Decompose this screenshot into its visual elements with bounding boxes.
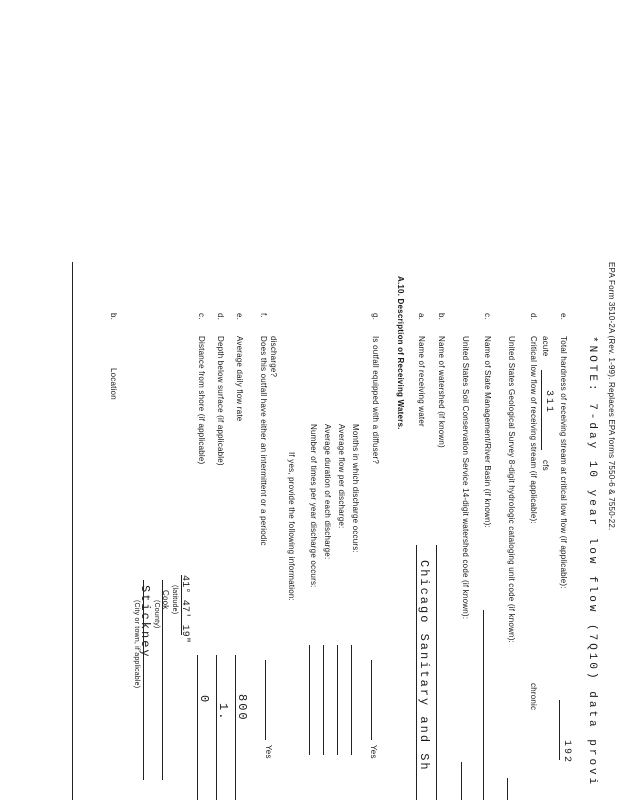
- item-c-value: 0: [197, 695, 211, 705]
- item-d-label: Depth below surface (if applicable): [216, 336, 225, 466]
- sub-item-duration-line: [323, 645, 324, 755]
- rw-e-letter: e.: [559, 313, 568, 321]
- rw-a-value: Chicago Sanitary and Sh: [417, 560, 431, 772]
- rw-a-line: [416, 545, 417, 800]
- item-f-label-line2: discharge?: [269, 336, 278, 378]
- rw-b-line: [436, 545, 437, 800]
- rw-c-letter: c.: [483, 313, 492, 320]
- acute-label: acute: [541, 336, 550, 357]
- item-d-line: [216, 655, 217, 800]
- sub-item-flow-line: [337, 645, 338, 755]
- rw-c-label: Name of State Management/River Basin (if known):: [483, 336, 492, 528]
- sub-item-flow: Average flow per discharge:: [337, 424, 346, 529]
- latitude-value: 41° 47' 19": [179, 575, 190, 644]
- chronic-label: chronic: [529, 683, 538, 711]
- acute-value: 311: [543, 390, 554, 415]
- item-b-letter: b.: [109, 313, 118, 321]
- note-text: *NOTE: 7-day 10 year low flow (7Q10) data provi: [586, 336, 598, 788]
- item-c-line: [197, 655, 198, 800]
- rw-d-letter: d.: [529, 313, 538, 321]
- rw-e-label: Total hardness of receiving stream at critical low flow (if applicable):: [559, 336, 568, 589]
- item-f-line: [265, 660, 266, 740]
- item-f-value: Yes: [264, 745, 273, 759]
- usgs-label: United States Geological Survey 8-digit hydrologic cataloging unit code (if known):: [507, 336, 516, 643]
- item-g-letter: g.: [371, 313, 380, 321]
- sub-item-months: Months in which discharge occurs:: [351, 424, 360, 553]
- item-c-label: Distance from shore (if applicable): [197, 336, 206, 465]
- item-g-line: [371, 660, 372, 740]
- section-title: A.10. Description of Receiving Waters.: [396, 276, 405, 430]
- city-caption: (City or town, if applicable): [133, 600, 140, 689]
- city-value: Stickney: [138, 585, 152, 659]
- rw-a-letter: a.: [417, 313, 426, 321]
- acute-unit: cfs: [541, 460, 550, 471]
- item-f-info: If yes, provide the following information:: [287, 452, 296, 601]
- form-border-line: [72, 262, 73, 800]
- rw-d-label: Critical low flow of receiving stream (if applicable):: [529, 336, 538, 524]
- rw-e-line: [559, 700, 560, 760]
- item-e-label: Average daily flow rate: [235, 336, 244, 422]
- item-f-label: Does this outfall have either an intermittent or a periodic: [259, 336, 268, 546]
- rw-a-label: Name of receiving water: [417, 336, 426, 427]
- county-caption: (County): [153, 600, 160, 629]
- city-line: [143, 580, 144, 780]
- item-g-label: Is outfall equipped with a diffuser?: [371, 336, 380, 465]
- county-line: [162, 580, 163, 780]
- item-e-letter: e.: [235, 313, 244, 321]
- form-footer: EPA Form 3510-2A (Rev. 1-99). Replaces EPA forms 7550-6 & 7550-22.: [607, 262, 616, 531]
- rw-b-letter: b.: [437, 313, 446, 321]
- item-e-line: [235, 655, 236, 800]
- latitude-line: [181, 575, 182, 635]
- rw-c-line: [483, 610, 484, 800]
- item-f-letter: f.: [259, 313, 268, 318]
- usgs-line: [507, 778, 508, 800]
- soil-code-line: [461, 762, 462, 800]
- latitude-caption: (latitude): [171, 585, 178, 615]
- sub-item-times: Number of times per year discharge occurs:: [309, 424, 318, 588]
- item-b-label: Location: [109, 368, 118, 400]
- sub-item-duration: Average duration of each discharge:: [323, 424, 332, 560]
- item-g-value: Yes: [369, 745, 378, 759]
- county-value: Cook: [161, 590, 170, 610]
- rw-e-value: 192: [561, 740, 572, 765]
- item-c-letter: c.: [197, 313, 206, 320]
- item-d-value: 1.: [216, 703, 230, 722]
- rw-b-label: Name of watershed (if known): [437, 336, 446, 448]
- item-e-value: 800: [235, 694, 249, 722]
- sub-item-times-line: [309, 645, 310, 755]
- acute-line: [541, 370, 542, 450]
- soil-code-label: United States Soil Conservation Service 14-digit watershed code (if known):: [461, 336, 470, 620]
- sub-item-months-line: [351, 645, 352, 755]
- item-d-letter: d.: [216, 313, 225, 321]
